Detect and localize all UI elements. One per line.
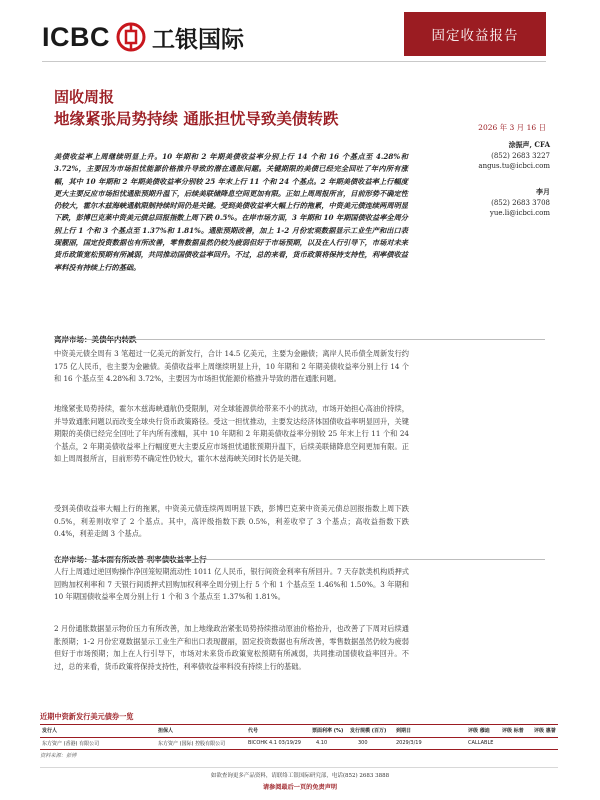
report-header: [0, 0, 600, 68]
table-header-cell: 发行规模 (百万): [350, 728, 387, 734]
table-header-cell: 评级 标普: [502, 728, 524, 734]
section-heading: [54, 547, 545, 566]
analyst-email: angus.tu@icbci.com: [478, 162, 550, 170]
analyst-block: [460, 140, 550, 172]
table-source: 资料来源：彭博: [40, 753, 77, 759]
logo-latin-text: ICBC: [42, 21, 110, 52]
bond-issuance-table: [40, 725, 558, 750]
footer-disclaimer: 请参阅最后一页的免责声明: [262, 784, 338, 791]
table-cell: 4.10: [316, 740, 328, 746]
footer-divider: [40, 767, 558, 768]
executive-summary: 美债收益率上周继续明显上升。10 年期和 2 年期美债收益率分别上行 14 个和 16 个基点至 4.28%和 3.72%，主要因为市场担忧能源价格推升导致的潜在通胀问题。关键期限的美债已经完全回吐了年内所有涨幅，其中 10 年期和 2 年期美债收益率分别较 25 年末上行 11 个和 24 个基点。2 年期美债收益率上行幅度更大主要反应市场担忧通胀预期升温下，后续美联储降息空间更加有限。正如上周周报所言，目前形势不确定性仍较大，霍尔木兹海峡通航限制持续时间仍是关键。受到美债收益率大幅上行的拖累，中资美元债连续两周明显下跌，彭博巴克莱中资美元债总回报指数上周下跌 0.5%。在岸市场方面，3 年期和 10 年期国债收益率全周分别上行 1 个和 3 个基点至 1.37%和 1.81%。通胀预期改善，加上 1-2 月份宏观数据显示工业生产和出口表现靓丽，国定投资数据也有所改善，零售数据虽然仍较为疲弱但好于市场预期，以及在人行引导下，市场对未来货币政策宽松预期有所减弱，共同推动国债收益率回升。不过，总的来看，货币政策将保持支持性，利率债收益率料没有持续上行的基础。: [54, 152, 408, 272]
body-paragraph: 人行上周通过逆回购操作净回笼短期流动性 1011 亿人民币，银行间资金利率有所回升。7 天存款类机构质押式回购加权利率和 7 天银行间质押式回购加权利率全周分别上行 5 个和 1 个基点至 1.46%和 1.50%。3 年期和 10 年期国债收益率全周分别上行 1 个和 3 个基点至 1.37%和 1.81%。: [54, 567, 409, 601]
report-headline: 地缘紧张局势持续 通胀担忧导致美债转跌: [54, 110, 339, 128]
analyst-phone: (852) 2683 3227: [491, 151, 550, 160]
analyst-block: [460, 187, 550, 219]
logo-chinese-text: 工银国际: [152, 26, 244, 53]
report-date: 2026 年 3 月 16 日: [478, 123, 546, 132]
table-header-cell: 评级 穆迪: [468, 728, 490, 734]
body-paragraph: 受到美债收益率大幅上行的拖累，中资美元债连续两周明显下跌，彭博巴克莱中资美元债总回报指数上周下跌 0.5%，利差则收窄了 2 个基点。其中，高评级指数下跌 0.5%，利差收窄了 3 个基点；高收益指数下跌 0.4%，利差走阔 3 个基点。: [54, 504, 409, 538]
table-header-cell: 担保人: [158, 728, 174, 734]
body-paragraph: 2 月份通胀数据显示物价压力有所改善，加上地缘政治紧张局势持续推动原油价格抬升，也改善了下周对后续通胀预期；1-2 月份宏观数据显示工业生产和出口表现靓丽，固定投资数据也有所改善，零售数据虽然仍较为疲弱但好于市场预期；加上在人行引导下，市场对未来货币政策宽松预期有所减弱，共同推动国债收益率回升。不过，总的来看，货币政策将保持支持性，利率债收益率料没有持续上行的基础。: [54, 624, 409, 671]
table-cell: 2029/3/19: [396, 740, 422, 746]
analyst-name: 李月: [536, 187, 550, 196]
icbc-emblem-icon: [116, 22, 146, 52]
body-paragraph: 地缘紧张局势持续，霍尔木兹海峡通航仍受限制，对全球能源供给带来不小的扰动，市场开始担心高油价持续，并导致通胀问题以而改变全球央行货币政策路径。受这一担忧推动，主要发达经济体国债收益率明显回升，关键期限的美债已经完全回吐了年内所有涨幅，其中 10 年期和 2 年期美债收益率分别较 25 年末上行 11 个和 24 个基点，2 年期美债收益率上行幅度更大主要反应市场担忧通胀预期升温下，后续美联储降息空间更加有限。正如上周周报所言，目前形势不确定性仍较大，霍尔木兹海峡关闭时长仍是关键。: [54, 404, 409, 463]
table-title: 近期中资新发行美元债券一览: [40, 712, 134, 721]
table-cell: 东方资产 (香港) 有限公司: [42, 741, 100, 747]
body-paragraph: 中资美元债全周有 3 笔超过一亿美元的新发行，合计 14.5 亿美元，主要为金融债；离岸人民币债全周新发行约 175 亿人民币，也主要为金融债。美债收益率上周继续明显上升，10 年期和 2 年期美债收益率分别上行 14 个和 16 个基点至 4.28%和 3.72%，主要因为市场担忧能源价格推升导致的潜在通胀问题。: [54, 349, 409, 383]
table-header-cell: 发行人: [42, 728, 58, 734]
table-cell: 东方资产 (国际) 控股有限公司: [158, 741, 226, 747]
analyst-phone: (852) 2683 3708: [491, 198, 550, 207]
table-header-cell: 票面利率 (%): [312, 728, 344, 734]
table-header-row: [40, 725, 558, 738]
table-header-cell: 代号: [248, 728, 259, 734]
report-category: 固收周报: [54, 88, 115, 106]
header-divider: [42, 61, 546, 62]
analyst-name: 涂振声, CFA: [508, 140, 550, 149]
table-header-cell: 评级 惠誉: [534, 728, 556, 734]
section-divider: [54, 559, 545, 560]
table-cell: CALLABLE: [468, 740, 494, 746]
table-header-cell: 到期日: [396, 728, 412, 734]
footer-contact-note: 如欲查询更多产品资料，请联络工银国际研究部，电话(852) 2683 3888: [210, 773, 390, 779]
table-row: [40, 738, 558, 750]
analyst-email: yue.li@icbci.com: [489, 209, 550, 217]
table-cell: BICOHK 4.1 03/19/29: [248, 740, 301, 746]
table-cell: 300: [358, 740, 368, 746]
section-divider: [54, 339, 545, 340]
section-heading: [54, 327, 545, 346]
icbc-logo: [42, 20, 244, 54]
report-type-badge: 固定收益报告: [404, 12, 546, 56]
